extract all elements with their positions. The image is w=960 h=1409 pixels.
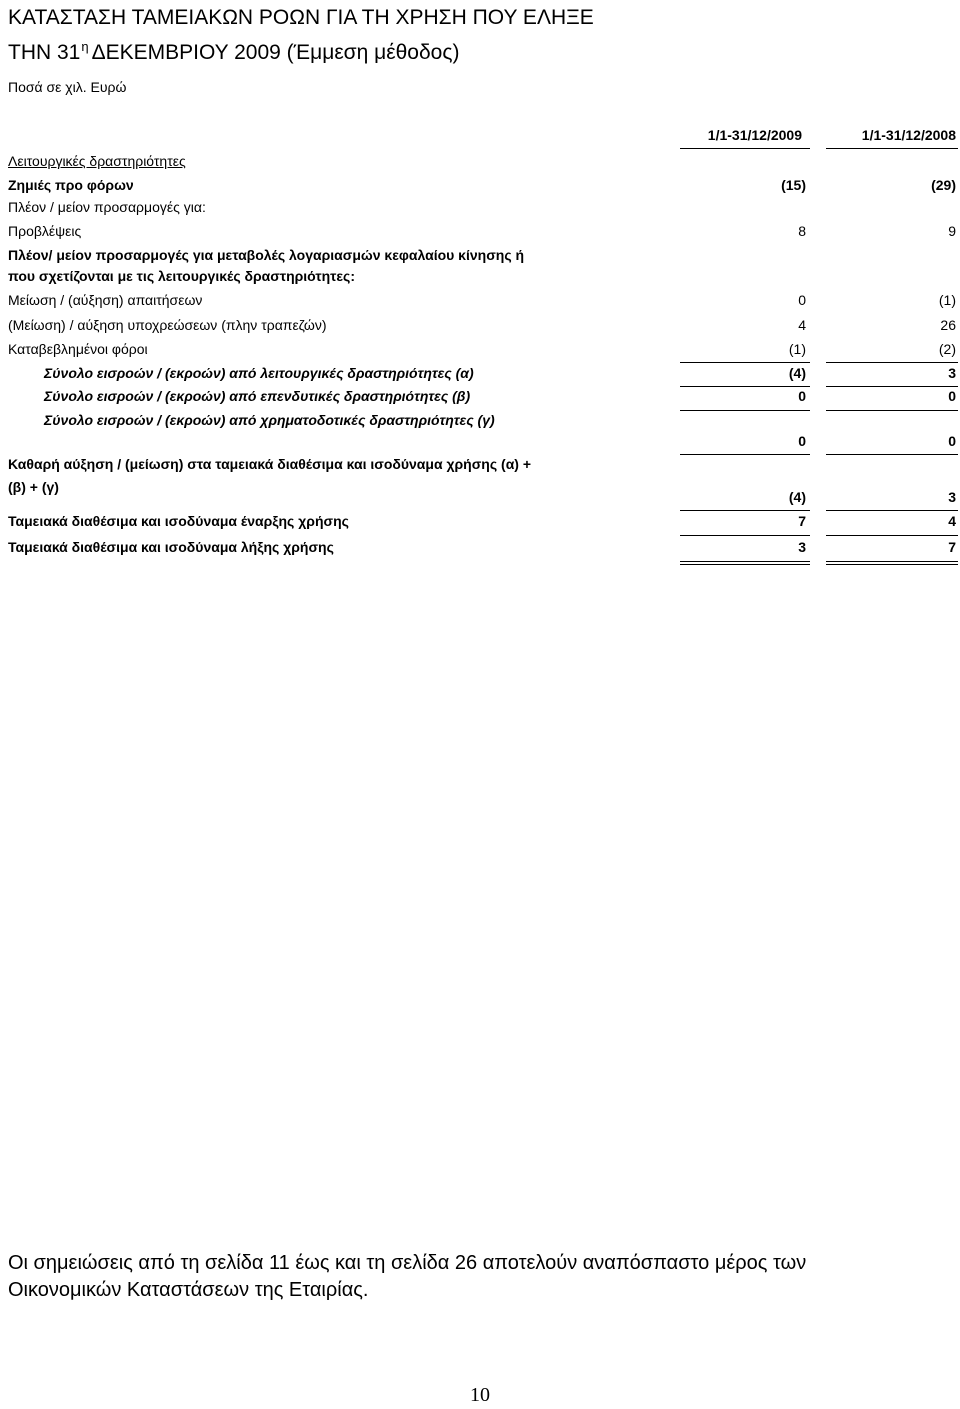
subtotal-line-2009 (680, 510, 810, 511)
column-header-2008: 1/1-31/12/2008 (861, 127, 956, 143)
footnote-line-2: Οικονομικών Καταστάσεων της Εταιρίας. (8, 1279, 369, 1301)
row-label: Προβλέψεις (8, 223, 82, 239)
row-label: (β) + (γ) (8, 479, 59, 495)
value-2009: 7 (798, 513, 806, 529)
value-2009: 8 (798, 223, 806, 239)
table-row (8, 223, 960, 247)
footnote (8, 1250, 806, 1304)
value-2009: 0 (798, 433, 806, 449)
subtotal-line-2008 (826, 410, 958, 411)
row-label: Πλέον/ μείον προσαρμογές για μεταβολές λογαριασμών κεφαλαίου κίνησης ή (8, 247, 525, 263)
subtotal-line-2008 (826, 510, 958, 511)
row-label: Σύνολο εισροών / (εκροών) από λειτουργικές δραστηριότητες (α) (44, 365, 474, 381)
column-header-2009: 1/1-31/12/2009 (707, 127, 802, 143)
total-double-line-2009 (680, 561, 810, 565)
section-heading-operating: Λειτουργικές δραστηριότητες (8, 153, 186, 169)
row-label: (Μείωση) / αύξηση υποχρεώσεων (πλην τραπεζών) (8, 317, 327, 333)
title-line-2: ΤΗΝ $31^\eta$ ΔΕΚΕΜΒΡΙΟΥ 2009 (Έμμεση μέθοδος) (8, 39, 460, 64)
value-2008: 3 (948, 365, 956, 381)
row-label: Σύνολο εισροών / (εκροών) από επενδυτικές δραστηριότητες (β) (44, 388, 471, 404)
table-row (8, 489, 960, 513)
footnote-line-1: Οι σημειώσεις από τη σελίδα 11 έως και τη σελίδα 26 αποτελούν αναπόσπαστο μέρος των (8, 1252, 807, 1274)
subtotal-line-2009 (680, 410, 810, 411)
value-2008: (2) (938, 341, 956, 357)
document-title (8, 3, 594, 67)
subtotal-line-2009 (680, 454, 810, 455)
table-row (8, 268, 960, 292)
table-row (8, 456, 960, 480)
subtotal-line-2008 (826, 362, 958, 363)
row-label: Μείωση / (αύξηση) απαιτήσεων (8, 292, 203, 308)
subtotal-line-2009 (680, 535, 810, 536)
value-2009: (1) (788, 341, 806, 357)
header-underline-2009 (680, 148, 810, 149)
table-row (8, 433, 960, 457)
header-underline-2008 (826, 148, 958, 149)
subtotal-line-2008 (826, 386, 958, 387)
total-double-line-2008 (826, 561, 958, 565)
value-2008: 0 (948, 433, 956, 449)
table-row (8, 388, 960, 412)
row-label: που σχετίζονται με τις λειτουργικές δραστηριότητες: (8, 268, 355, 284)
value-2009: 3 (798, 539, 806, 555)
table-row (8, 365, 960, 389)
value-2008: 9 (948, 223, 956, 239)
units-note: Ποσά σε χιλ. Ευρώ (8, 79, 127, 95)
subtotal-line-2009 (680, 386, 810, 387)
row-label: Ζημιές προ φόρων (8, 177, 134, 193)
value-2008: (1) (938, 292, 956, 308)
row-label: Ταμειακά διαθέσιμα και ισοδύναμα έναρξης χρήσης (8, 513, 349, 529)
subtotal-line-2008 (826, 535, 958, 536)
table-row (8, 177, 960, 201)
value-2008: 7 (948, 539, 956, 555)
value-2009: 0 (798, 388, 806, 404)
table-row (8, 539, 960, 563)
value-2009: 4 (798, 317, 806, 333)
subtotal-line-2008 (826, 454, 958, 455)
table-row (8, 513, 960, 537)
value-2009: (4) (788, 365, 806, 381)
row-label: Σύνολο εισροών / (εκροών) από χρηματοδοτικές δραστηριότητες (γ) (44, 412, 495, 428)
subtotal-line-2009 (680, 362, 810, 363)
value-2008: 4 (948, 513, 956, 529)
table-row (8, 341, 960, 365)
title-line-1: ΚΑΤΑΣΤΑΣΗ ΤΑΜΕΙΑΚΩΝ ΡΟΩΝ ΓΙΑ ΤΗ ΧΡΗΣΗ ΠΟΥ ΕΛΗΞΕ (8, 6, 594, 29)
row-label: Καθαρή αύξηση / (μείωση) στα ταμειακά διαθέσιμα και ισοδύναμα χρήσης (α) + (8, 456, 532, 472)
value-2009: 0 (798, 292, 806, 308)
row-label: Καταβεβλημένοι φόροι (8, 341, 148, 357)
table-row (8, 153, 960, 177)
value-2009: (15) (781, 177, 806, 193)
table-row (8, 199, 960, 223)
value-2008: 26 (940, 317, 956, 333)
value-2009: (4) (788, 489, 806, 505)
table-row (8, 317, 960, 341)
value-2008: 0 (948, 388, 956, 404)
row-label: Ταμειακά διαθέσιμα και ισοδύναμα λήξης χρήσης (8, 539, 334, 555)
table-row (8, 292, 960, 316)
value-2008: 3 (948, 489, 956, 505)
value-2008: (29) (931, 177, 956, 193)
row-label: Πλέον / μείον προσαρμογές για: (8, 199, 206, 215)
page-number: 10 (470, 1384, 490, 1406)
